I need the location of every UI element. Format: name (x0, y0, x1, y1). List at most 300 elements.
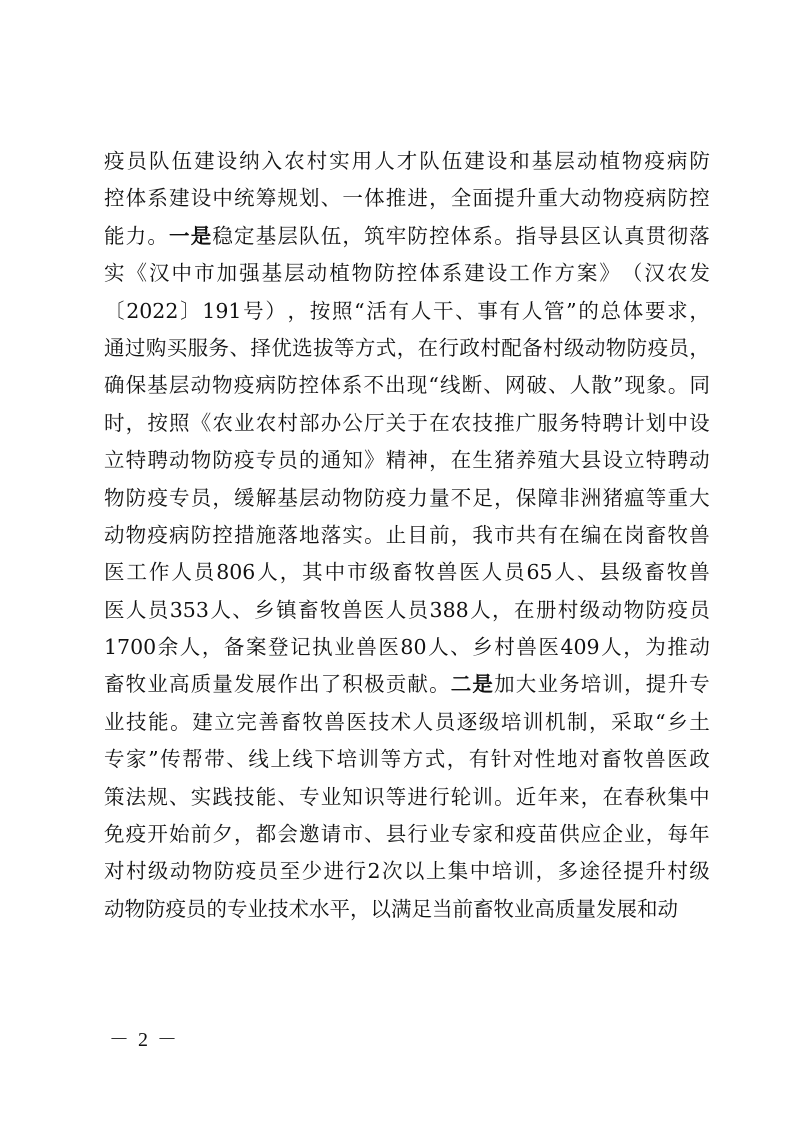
glyph: 对 (104, 859, 125, 884)
glyph: 同 (689, 373, 710, 398)
glyph: 病 (255, 373, 276, 398)
glyph: 以 (403, 859, 425, 884)
glyph: ， (212, 485, 233, 510)
glyph: 汉 (149, 261, 170, 286)
glyph: 员 (689, 597, 710, 622)
glyph: 展 (255, 672, 277, 697)
glyph: 〕 (180, 298, 201, 323)
glyph: 体 (125, 186, 147, 211)
glyph: 量 (575, 896, 596, 921)
glyph: 员 (190, 485, 212, 510)
glyph: 干 (432, 298, 454, 323)
glyph: 体 (450, 223, 472, 248)
glyph: 畜 (601, 747, 622, 772)
glyph: 病 (645, 186, 667, 211)
glyph: 推 (385, 186, 407, 211)
glyph: 农 (450, 410, 472, 435)
glyph: 质 (190, 672, 212, 697)
glyph: 案 (576, 261, 598, 286)
glyph: 划 (299, 186, 320, 211)
glyph: 村 (667, 859, 688, 884)
glyph: ， (450, 522, 472, 547)
glyph: 等 (333, 335, 355, 360)
glyph: 能 (104, 223, 125, 248)
glyph: 强 (239, 261, 260, 286)
glyph: 806 (216, 560, 256, 585)
glyph: ， (689, 335, 710, 360)
glyph: 《 (126, 261, 148, 286)
glyph: 技 (368, 709, 390, 734)
glyph: 线 (248, 747, 269, 772)
glyph: 大 (689, 485, 710, 510)
glyph: 措 (234, 522, 255, 547)
glyph: 物 (124, 896, 145, 921)
glyph: 疫 (647, 335, 669, 360)
glyph: 极 (364, 672, 385, 697)
glyph: 余 (157, 635, 179, 660)
glyph: 出 (299, 672, 320, 697)
text-line (104, 816, 710, 853)
glyph: 防 (277, 373, 298, 398)
glyph: 作 (277, 672, 298, 697)
glyph: 完 (236, 709, 257, 734)
glyph: 级 (563, 335, 585, 360)
glyph: 会 (277, 822, 298, 847)
glyph: 是 (472, 672, 493, 697)
glyph: 牧 (667, 522, 688, 547)
glyph: 、 (450, 635, 471, 660)
glyph: 技 (472, 410, 493, 435)
glyph: 导 (537, 223, 558, 248)
glyph: 实 (342, 522, 363, 547)
glyph: 殖 (537, 448, 558, 473)
glyph: 是 (190, 223, 212, 248)
glyph: 中 (324, 560, 346, 585)
glyph: 医 (363, 597, 385, 622)
glyph: 、 (576, 560, 598, 585)
glyph: 的 (578, 298, 599, 323)
glyph: 秋 (645, 784, 667, 809)
glyph: 级 (689, 859, 710, 884)
glyph: 策 (104, 784, 125, 809)
glyph: 象 (646, 373, 667, 398)
glyph: 控 (396, 261, 418, 286)
glyph: 病 (169, 522, 190, 547)
glyph: 市 (194, 261, 215, 286)
glyph: 术 (288, 896, 309, 921)
glyph: 级 (147, 859, 169, 884)
glyph: 191 (202, 298, 242, 323)
glyph: 我 (472, 522, 493, 547)
glyph: ， (279, 560, 301, 585)
glyph: 筹 (255, 186, 277, 211)
glyph: 中 (689, 784, 710, 809)
glyph: ， (494, 485, 515, 510)
glyph: 非 (559, 485, 580, 510)
glyph: 控 (429, 223, 450, 248)
glyph: 共 (515, 522, 537, 547)
glyph: 高 (169, 672, 190, 697)
glyph: 业 (334, 635, 355, 660)
glyph: 、 (232, 597, 253, 622)
glyph: 务 (559, 672, 580, 697)
glyph: 量 (429, 485, 450, 510)
glyph: 防 (145, 896, 166, 921)
glyph: 服 (537, 410, 558, 435)
glyph: 农 (666, 261, 688, 286)
glyph: 来 (559, 784, 580, 809)
glyph: 知 (342, 784, 363, 809)
glyph: 员 (434, 709, 456, 734)
glyph: 动 (657, 896, 678, 921)
glyph: 统 (234, 186, 255, 211)
glyph: ， (287, 298, 309, 323)
glyph: 汉 (644, 261, 665, 286)
glyph: 精 (385, 448, 407, 473)
glyph: 应 (580, 822, 602, 847)
glyph: 对 (512, 747, 534, 772)
glyph: 活 (366, 298, 387, 323)
glyph: 医 (667, 747, 688, 772)
glyph: 提 (623, 859, 644, 884)
glyph: 逐 (456, 709, 478, 734)
glyph: 牧 (302, 709, 323, 734)
glyph: 性 (534, 747, 556, 772)
glyph: 防 (374, 261, 395, 286)
glyph: 取 (633, 709, 654, 734)
glyph: 疫 (147, 522, 168, 547)
glyph: 物 (623, 597, 645, 622)
glyph: 人 (410, 298, 432, 323)
glyph: 线 (439, 373, 461, 398)
glyph: 买 (166, 335, 188, 360)
glyph: 了 (320, 672, 342, 697)
glyph: 前 (452, 896, 473, 921)
glyph: 服 (187, 335, 209, 360)
glyph: 知 (342, 448, 363, 473)
glyph: 行 (345, 859, 366, 884)
glyph: 洲 (580, 485, 602, 510)
glyph: 人 (210, 597, 231, 622)
glyph: 牧 (319, 597, 341, 622)
glyph: 动 (169, 859, 191, 884)
glyph: 提 (494, 186, 515, 211)
glyph: 年 (537, 784, 558, 809)
glyph: 记 (290, 635, 311, 660)
glyph: 都 (255, 822, 277, 847)
glyph: 规 (147, 784, 168, 809)
glyph: 。 (494, 223, 515, 248)
glyph: 集 (447, 859, 469, 884)
glyph: 在 (417, 335, 439, 360)
glyph: 1700 (104, 635, 157, 660)
glyph: 专 (169, 485, 190, 510)
glyph: 基 (261, 261, 283, 286)
glyph: 发 (596, 896, 617, 921)
glyph: 物 (190, 448, 212, 473)
glyph: 疫 (125, 822, 147, 847)
glyph: 。 (494, 784, 515, 809)
glyph: 级 (478, 709, 500, 734)
glyph: 部 (299, 410, 320, 435)
glyph: 牢 (385, 223, 407, 248)
glyph: 制 (566, 709, 588, 734)
glyph: 体 (364, 186, 385, 211)
glyph: 止 (385, 522, 407, 547)
glyph: 聘 (602, 410, 623, 435)
glyph: 控 (212, 522, 233, 547)
glyph: 养 (515, 448, 537, 473)
glyph: 县 (599, 560, 620, 585)
glyph: 贯 (645, 223, 667, 248)
glyph: 级 (621, 560, 643, 585)
glyph: 帮 (182, 747, 203, 772)
glyph: 重 (667, 485, 688, 510)
glyph: 编 (580, 522, 602, 547)
glyph: 前 (429, 522, 450, 547)
glyph: 择 (250, 335, 271, 360)
glyph: 出 (385, 373, 406, 398)
glyph: 培 (500, 709, 522, 734)
glyph: 控 (298, 373, 320, 398)
glyph: 在 (429, 410, 450, 435)
glyph: 网 (504, 373, 526, 398)
glyph: 农 (255, 410, 277, 435)
text-line (104, 629, 710, 666)
glyph: 聘 (667, 448, 688, 473)
glyph: 传 (160, 747, 181, 772)
glyph: 区 (580, 223, 602, 248)
glyph: 县 (385, 822, 407, 847)
glyph: 人 (257, 560, 278, 585)
glyph: 牧 (666, 560, 688, 585)
glyph: 贡 (385, 672, 407, 697)
glyph: 员 (668, 335, 689, 360)
glyph: 、 (277, 784, 298, 809)
glyph: 法 (125, 784, 147, 809)
glyph: 以 (370, 896, 391, 921)
glyph: 一 (169, 223, 190, 248)
glyph: 。 (147, 223, 168, 248)
glyph: 通 (104, 335, 125, 360)
glyph: 市 (342, 822, 363, 847)
glyph: 业 (320, 784, 342, 809)
glyph: 式 (375, 335, 397, 360)
glyph: 县 (580, 448, 602, 473)
glyph: 在 (602, 784, 623, 809)
glyph: ， (446, 747, 468, 772)
glyph: 筑 (364, 223, 385, 248)
glyph: 等 (380, 747, 402, 772)
glyph: 进 (407, 186, 428, 211)
glyph: 册 (535, 597, 557, 622)
glyph: 体 (419, 261, 440, 286)
glyph: ， (125, 410, 147, 435)
glyph: 业 (104, 709, 125, 734)
glyph: 在 (513, 597, 535, 622)
glyph: 等 (385, 784, 407, 809)
glyph: 全 (450, 186, 472, 211)
glyph: 和 (494, 822, 515, 847)
glyph: 的 (299, 448, 320, 473)
glyph: 集 (667, 784, 688, 809)
glyph: 病 (666, 149, 688, 173)
glyph: “ (428, 373, 439, 398)
glyph: 践 (212, 784, 233, 809)
glyph: 层 (299, 485, 320, 510)
glyph: 409 (560, 635, 600, 660)
glyph: 设 (486, 149, 508, 173)
glyph: 专 (299, 784, 320, 809)
glyph: 〔 (104, 298, 125, 323)
glyph: 家 (126, 747, 147, 772)
glyph: 定 (234, 223, 255, 248)
glyph: ， (645, 822, 667, 847)
glyph: 《 (190, 410, 212, 435)
glyph: 农 (284, 149, 305, 173)
glyph: 缓 (234, 485, 255, 510)
glyph: 力 (125, 223, 147, 248)
glyph: ， (589, 709, 610, 734)
glyph: ， (234, 822, 255, 847)
glyph: 级 (369, 560, 390, 585)
glyph: 少 (301, 859, 323, 884)
glyph: 上 (425, 859, 447, 884)
glyph: 、 (226, 747, 247, 772)
glyph: ， (535, 859, 557, 884)
glyph: 务 (559, 410, 580, 435)
glyph: 厅 (364, 410, 385, 435)
glyph: 牧 (493, 896, 514, 921)
glyph: 基 (531, 149, 553, 173)
glyph: 瘟 (624, 485, 645, 510)
glyph: 物 (351, 261, 373, 286)
glyph: 技 (126, 709, 147, 734)
glyph: 防 (645, 597, 666, 622)
glyph: 。 (170, 709, 191, 734)
glyph: 优 (271, 335, 292, 360)
glyph: 术 (390, 709, 412, 734)
glyph: 建 (464, 261, 485, 286)
glyph: 加 (494, 672, 515, 697)
body-text (104, 143, 710, 928)
glyph: 级 (579, 597, 601, 622)
glyph: 供 (559, 822, 580, 847)
glyph: 次 (381, 859, 403, 884)
glyph: ， (492, 597, 513, 622)
glyph: 基 (277, 485, 298, 510)
glyph: 平 (329, 896, 350, 921)
glyph: 388 (429, 597, 469, 622)
glyph: 人 (179, 635, 201, 660)
glyph: 实 (104, 261, 125, 286)
glyph: 苗 (537, 822, 558, 847)
glyph: 医 (538, 635, 559, 660)
glyph: 计 (624, 410, 645, 435)
glyph: 年 (689, 822, 710, 847)
glyph: 建 (169, 186, 190, 211)
glyph: 照 (169, 410, 190, 435)
glyph: 政 (689, 747, 710, 772)
glyph: 采 (611, 709, 632, 734)
glyph: 防 (407, 223, 428, 248)
glyph: 疫 (385, 485, 407, 510)
glyph: 猪 (602, 485, 623, 510)
glyph: 兽 (645, 747, 666, 772)
glyph: 2022 (126, 298, 179, 323)
glyph: 作 (148, 560, 170, 585)
glyph: 办 (320, 410, 342, 435)
glyph: 训 (513, 859, 535, 884)
glyph: 号 (243, 298, 264, 323)
glyph: 事 (477, 298, 498, 323)
glyph: 层 (284, 261, 305, 286)
glyph: 确 (104, 373, 125, 398)
glyph: 面 (472, 186, 493, 211)
glyph: 积 (342, 672, 363, 697)
glyph: 地 (556, 747, 578, 772)
glyph: 推 (494, 410, 515, 435)
glyph: 镇 (276, 597, 297, 622)
glyph: 务 (208, 335, 230, 360)
glyph: 的 (206, 896, 227, 921)
glyph: 村 (494, 635, 515, 660)
glyph: 医 (104, 597, 125, 622)
glyph: 发 (689, 261, 710, 286)
glyph: 拔 (313, 335, 334, 360)
glyph: 家 (472, 822, 493, 847)
glyph: 下 (314, 747, 335, 772)
glyph: 村 (543, 335, 564, 360)
glyph: 加 (216, 261, 238, 286)
glyph: 和 (509, 149, 530, 173)
glyph: 乡 (254, 597, 275, 622)
glyph: 和 (637, 896, 658, 921)
glyph: 疫 (233, 373, 255, 398)
glyph: 在 (602, 522, 623, 547)
glyph: 物 (602, 186, 623, 211)
glyph: 疫 (624, 186, 645, 211)
glyph: 建 (464, 149, 485, 173)
glyph: 农 (212, 410, 233, 435)
glyph: 用 (351, 149, 373, 173)
glyph: 满 (391, 896, 412, 921)
glyph: 业 (147, 672, 168, 697)
glyph: 动 (601, 597, 623, 622)
glyph: 控 (104, 186, 125, 211)
glyph: 升 (667, 672, 688, 697)
glyph: 动 (190, 373, 211, 398)
glyph: 畜 (644, 560, 665, 585)
glyph: 村 (557, 597, 579, 622)
glyph: 设 (216, 149, 238, 173)
glyph: 土 (689, 709, 710, 734)
glyph: 划 (645, 410, 667, 435)
glyph: 稳 (212, 223, 233, 248)
glyph: 中 (212, 186, 233, 211)
glyph: 大 (559, 186, 580, 211)
glyph: 疫 (234, 448, 255, 473)
glyph: 大 (559, 448, 580, 473)
page-number: － 2 － (109, 1029, 179, 1051)
glyph: 动 (689, 448, 710, 473)
glyph: 破 (526, 373, 547, 398)
glyph: 村 (480, 335, 501, 360)
glyph: 春 (624, 784, 645, 809)
glyph: 开 (147, 822, 168, 847)
glyph: 防 (364, 485, 385, 510)
glyph: 进 (323, 859, 345, 884)
